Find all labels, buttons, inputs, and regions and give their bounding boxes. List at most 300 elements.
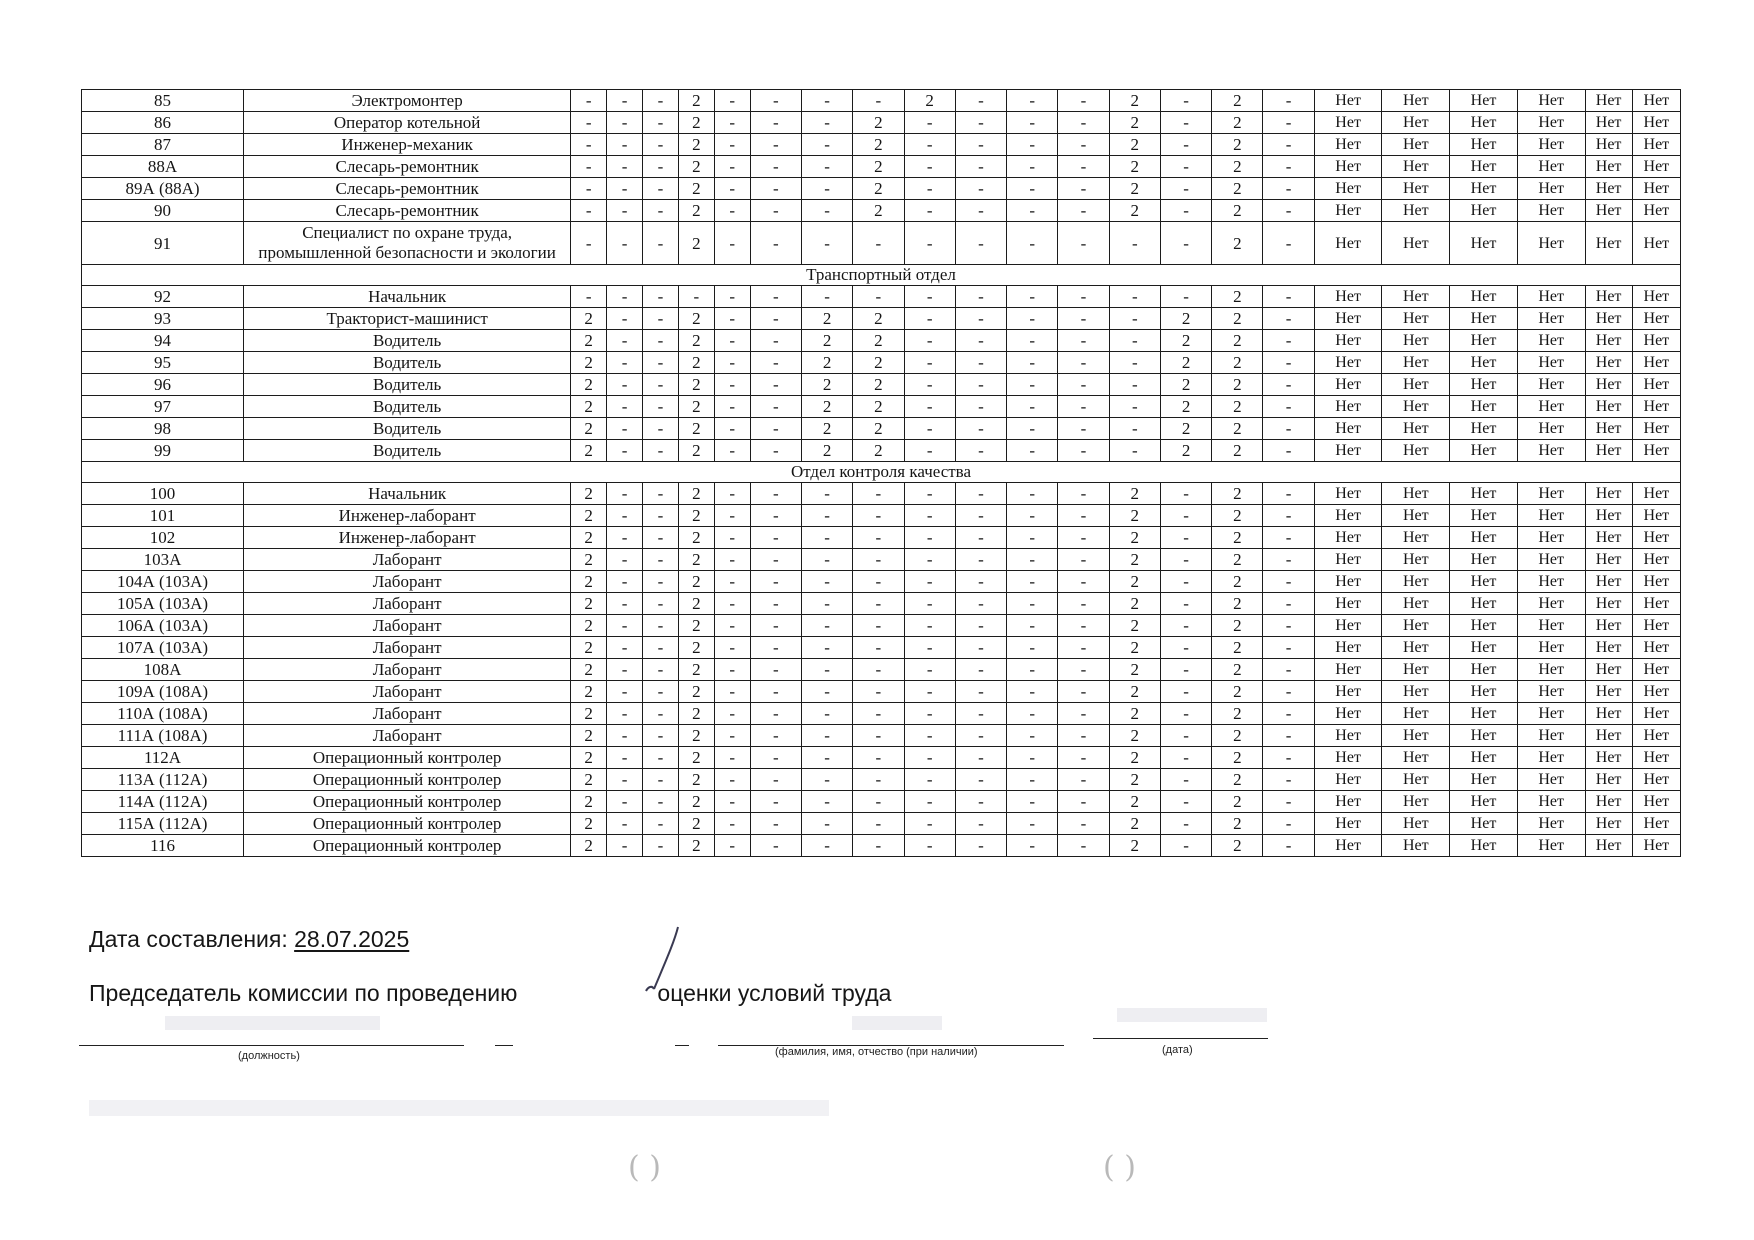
factor-cell: - [714,374,750,396]
factor-cell: 2 [678,549,714,571]
guarantee-cell: Нет [1517,396,1585,418]
factor-cell: 2 [1160,418,1211,440]
factor-cell: 2 [1212,308,1263,330]
factor-cell: - [1263,813,1314,835]
factor-cell: - [714,396,750,418]
factor-cell: - [714,659,750,681]
factor-cell: - [1058,374,1109,396]
row-number: 115А (112А) [82,813,244,835]
factor-cell: - [750,813,801,835]
guarantee-cell: Нет [1382,813,1450,835]
factor-cell: - [643,593,679,615]
table-row [82,330,1681,352]
factor-cell: 2 [1109,725,1160,747]
factor-cell: 2 [678,703,714,725]
row-number: 97 [82,396,244,418]
position-name: Лаборант [244,659,571,681]
group-quality [82,483,1681,857]
guarantee-cell: Нет [1517,222,1585,265]
guarantee-cell: Нет [1517,374,1585,396]
guarantee-cell: Нет [1632,330,1680,352]
factor-cell: - [904,374,955,396]
signature-stroke [640,925,690,995]
guarantee-cell: Нет [1517,200,1585,222]
factor-cell: - [1109,440,1160,462]
guarantee-cell: Нет [1314,112,1382,134]
group-transport [82,286,1681,462]
factor-cell: - [904,505,955,527]
factor-cell: - [643,178,679,200]
factor-cell: 2 [1212,725,1263,747]
factor-cell: - [1007,571,1058,593]
factor-cell: - [904,396,955,418]
factor-cell: 2 [1109,593,1160,615]
factor-cell: 2 [853,178,904,200]
factor-cell: - [750,200,801,222]
guarantee-cell: Нет [1517,505,1585,527]
factor-cell: 2 [1212,593,1263,615]
factor-cell: - [801,725,852,747]
factor-cell: - [714,330,750,352]
factor-cell: - [1007,791,1058,813]
guarantee-cell: Нет [1632,549,1680,571]
factor-cell: - [1263,330,1314,352]
guarantee-cell: Нет [1585,703,1632,725]
factor-cell: - [1109,222,1160,265]
factor-cell: - [853,659,904,681]
guarantee-cell: Нет [1632,571,1680,593]
factor-cell: 2 [678,396,714,418]
table-row [82,791,1681,813]
factor-cell: 2 [678,308,714,330]
factor-cell: 2 [1160,374,1211,396]
guarantee-cell: Нет [1450,725,1518,747]
guarantee-cell: Нет [1632,200,1680,222]
factor-cell: - [1058,222,1109,265]
guarantee-cell: Нет [1517,352,1585,374]
factor-cell: - [571,90,607,112]
factor-cell: - [1109,352,1160,374]
guarantee-cell: Нет [1314,835,1382,857]
factor-cell: - [1007,374,1058,396]
factor-cell: - [1109,374,1160,396]
factor-cell: - [1160,549,1211,571]
factor-cell: - [853,703,904,725]
factor-cell: 2 [678,483,714,505]
factor-cell: 2 [678,813,714,835]
factor-cell: - [904,637,955,659]
factor-cell: - [955,178,1006,200]
row-number: 87 [82,134,244,156]
guarantee-cell: Нет [1450,308,1518,330]
factor-cell: - [607,156,643,178]
factor-cell: - [1058,747,1109,769]
factor-cell: - [607,440,643,462]
guarantee-cell: Нет [1585,418,1632,440]
row-number: 94 [82,330,244,352]
guarantee-cell: Нет [1632,286,1680,308]
factor-cell: - [801,813,852,835]
guarantee-cell: Нет [1517,418,1585,440]
factor-cell: - [1058,791,1109,813]
guarantee-cell: Нет [1450,747,1518,769]
factor-cell: - [1058,440,1109,462]
factor-cell: - [1109,308,1160,330]
factor-cell: - [750,637,801,659]
factor-cell: - [643,440,679,462]
factor-cell: 2 [1212,681,1263,703]
guarantee-cell: Нет [1382,440,1450,462]
factor-cell: - [1007,747,1058,769]
factor-cell: - [1058,112,1109,134]
factor-cell: - [1058,505,1109,527]
row-number: 101 [82,505,244,527]
factor-cell: - [750,308,801,330]
factor-cell: - [1263,352,1314,374]
factor-cell: - [853,286,904,308]
guarantee-cell: Нет [1450,112,1518,134]
factor-cell: 2 [678,156,714,178]
factor-cell: - [1263,374,1314,396]
guarantee-cell: Нет [1585,769,1632,791]
row-number: 91 [82,222,244,265]
guarantee-cell: Нет [1314,549,1382,571]
factor-cell: 2 [1212,835,1263,857]
guarantee-cell: Нет [1314,681,1382,703]
factor-cell: - [853,571,904,593]
table-row [82,593,1681,615]
guarantee-cell: Нет [1450,769,1518,791]
factor-cell: 2 [571,308,607,330]
guarantee-cell: Нет [1314,178,1382,200]
factor-cell: 2 [1212,791,1263,813]
guarantee-cell: Нет [1585,571,1632,593]
factor-cell: - [1058,178,1109,200]
factor-cell: - [904,222,955,265]
factor-cell: 2 [1160,396,1211,418]
factor-cell: - [955,352,1006,374]
factor-cell: 2 [1109,791,1160,813]
factor-cell: - [955,659,1006,681]
factor-cell: - [955,725,1006,747]
caption-date: (дата) [1162,1044,1193,1056]
factor-cell: 2 [1212,703,1263,725]
factor-cell: 2 [1212,330,1263,352]
factor-cell: 2 [678,571,714,593]
guarantee-cell: Нет [1450,527,1518,549]
guarantee-cell: Нет [1517,615,1585,637]
guarantee-cell: Нет [1382,112,1450,134]
guarantee-cell: Нет [1382,483,1450,505]
factor-cell: - [714,637,750,659]
factor-cell: 2 [801,374,852,396]
factor-cell: - [607,747,643,769]
table-row [82,90,1681,112]
factor-cell: 2 [571,483,607,505]
row-number: 105А (103А) [82,593,244,615]
factor-cell: - [607,178,643,200]
chair-label-1: Председатель комиссии по проведению [89,980,518,1006]
factor-cell: - [1160,222,1211,265]
guarantee-cell: Нет [1632,659,1680,681]
row-number: 95 [82,352,244,374]
factor-cell: - [955,90,1006,112]
row-number: 104А (103А) [82,571,244,593]
position-name: Слесарь-ремонтник [244,178,571,200]
factor-cell: 2 [1109,112,1160,134]
factor-cell: 2 [571,396,607,418]
factor-cell: - [607,593,643,615]
guarantee-cell: Нет [1382,396,1450,418]
factor-cell: - [955,222,1006,265]
position-name: Электромонтер [244,90,571,112]
guarantee-cell: Нет [1517,791,1585,813]
table-row [82,703,1681,725]
factor-cell: 2 [678,615,714,637]
guarantee-cell: Нет [1382,791,1450,813]
guarantee-cell: Нет [1585,747,1632,769]
faded-note [89,1100,829,1116]
position-name: Специалист по охране труда, промышленной безопасности и экологии [244,222,571,265]
position-name: Лаборант [244,703,571,725]
position-name: Начальник [244,483,571,505]
guarantee-cell: Нет [1517,659,1585,681]
factor-cell: - [1263,90,1314,112]
factor-cell: - [607,769,643,791]
guarantee-cell: Нет [1632,813,1680,835]
factor-cell: 2 [571,571,607,593]
factor-cell: - [1160,813,1211,835]
factor-cell: 2 [1109,769,1160,791]
factor-cell: - [955,505,1006,527]
table-row [82,178,1681,200]
guarantee-cell: Нет [1585,615,1632,637]
row-number: 99 [82,440,244,462]
factor-cell: 2 [1212,418,1263,440]
guarantee-cell: Нет [1450,90,1518,112]
factor-cell: - [801,835,852,857]
factor-cell: - [1007,352,1058,374]
guarantee-cell: Нет [1314,308,1382,330]
guarantee-cell: Нет [1632,352,1680,374]
factor-cell: - [1160,835,1211,857]
row-number: 85 [82,90,244,112]
guarantee-cell: Нет [1632,769,1680,791]
factor-cell: - [955,549,1006,571]
factor-cell: - [1160,593,1211,615]
factor-cell: - [1058,527,1109,549]
guarantee-cell: Нет [1314,505,1382,527]
factor-cell: - [801,200,852,222]
factor-cell: - [607,222,643,265]
factor-cell: - [1263,769,1314,791]
factor-cell: - [1007,527,1058,549]
factor-cell: 2 [1212,637,1263,659]
table-row [82,200,1681,222]
guarantee-cell: Нет [1450,637,1518,659]
factor-cell: 2 [853,134,904,156]
guarantee-cell: Нет [1450,286,1518,308]
guarantee-cell: Нет [1314,200,1382,222]
guarantee-cell: Нет [1314,330,1382,352]
factor-cell: - [1007,286,1058,308]
factor-cell: - [1160,769,1211,791]
table-row [82,769,1681,791]
guarantee-cell: Нет [1585,112,1632,134]
factor-cell: 2 [1212,156,1263,178]
factor-cell: 2 [801,440,852,462]
factor-cell: 2 [801,418,852,440]
position-name: Лаборант [244,571,571,593]
guarantee-cell: Нет [1517,286,1585,308]
guarantee-cell: Нет [1585,527,1632,549]
factor-cell: - [1109,330,1160,352]
factor-cell: - [801,769,852,791]
factor-cell: - [955,835,1006,857]
factor-cell: 2 [1109,835,1160,857]
factor-cell: 2 [571,418,607,440]
factor-cell: - [643,156,679,178]
factor-cell: - [1160,112,1211,134]
table-row [82,549,1681,571]
caption-position: (должность) [238,1050,300,1062]
row-number: 102 [82,527,244,549]
factor-cell: - [1263,791,1314,813]
factor-cell: - [904,418,955,440]
factor-cell: 2 [1212,134,1263,156]
guarantee-cell: Нет [1632,615,1680,637]
factor-cell: - [750,725,801,747]
factor-cell: - [607,549,643,571]
factor-cell: - [1058,396,1109,418]
factor-cell: - [1263,418,1314,440]
factor-cell: - [1160,637,1211,659]
guarantee-cell: Нет [1382,703,1450,725]
guarantee-cell: Нет [1382,615,1450,637]
factor-cell: - [1007,835,1058,857]
factor-cell: - [955,769,1006,791]
factor-cell: - [1007,659,1058,681]
factor-cell: - [1263,222,1314,265]
guarantee-cell: Нет [1382,593,1450,615]
factor-cell: - [801,571,852,593]
guarantee-cell: Нет [1632,703,1680,725]
date-sign-line [1093,1038,1268,1039]
guarantee-cell: Нет [1382,418,1450,440]
factor-cell: - [643,200,679,222]
factor-cell: - [750,330,801,352]
factor-cell: - [955,813,1006,835]
guarantee-cell: Нет [1314,769,1382,791]
guarantee-cell: Нет [1585,593,1632,615]
factor-cell: - [643,813,679,835]
guarantee-cell: Нет [1450,703,1518,725]
guarantee-cell: Нет [1517,703,1585,725]
factor-cell: - [1263,703,1314,725]
factor-cell: 2 [678,352,714,374]
factor-cell: 2 [853,352,904,374]
factor-cell: - [955,330,1006,352]
guarantee-cell: Нет [1517,835,1585,857]
position-name: Операционный контролер [244,791,571,813]
factor-cell: - [607,90,643,112]
factor-cell: 2 [1109,527,1160,549]
guarantee-cell: Нет [1450,418,1518,440]
factor-cell: 2 [678,747,714,769]
factor-cell: - [955,134,1006,156]
guarantee-cell: Нет [1382,178,1450,200]
factor-cell: 2 [678,222,714,265]
position-name: Операционный контролер [244,835,571,857]
factor-cell: 2 [571,813,607,835]
factor-cell: - [1160,527,1211,549]
factor-cell: 2 [1212,813,1263,835]
factor-cell: 2 [1212,90,1263,112]
position-name: Тракторист-машинист [244,308,571,330]
factor-cell: - [1007,813,1058,835]
guarantee-cell: Нет [1632,90,1680,112]
factor-cell: - [1058,483,1109,505]
guarantee-cell: Нет [1585,791,1632,813]
factor-cell: - [904,835,955,857]
factor-cell: - [643,615,679,637]
factor-cell: - [714,308,750,330]
factor-cell: - [801,134,852,156]
date-label: Дата составления: [89,926,288,952]
factor-cell: - [904,178,955,200]
factor-cell: - [955,615,1006,637]
factor-cell: - [801,483,852,505]
row-number: 107А (103А) [82,637,244,659]
factor-cell: - [750,112,801,134]
factor-cell: - [1007,637,1058,659]
factor-cell: - [904,571,955,593]
factor-cell: - [801,615,852,637]
factor-cell: - [607,637,643,659]
factor-cell: - [643,527,679,549]
factor-cell: - [904,703,955,725]
factor-cell: 2 [571,703,607,725]
factor-cell: 2 [1212,527,1263,549]
guarantee-cell: Нет [1585,178,1632,200]
factor-cell: - [607,813,643,835]
factor-cell: - [1263,637,1314,659]
factor-cell: - [801,178,852,200]
faded-position-text [165,1016,380,1030]
factor-cell: - [750,505,801,527]
factor-cell: 2 [1109,549,1160,571]
factor-cell: - [571,286,607,308]
factor-cell: - [1007,681,1058,703]
factor-cell: - [571,200,607,222]
factor-cell: - [1058,308,1109,330]
factor-cell: 2 [801,330,852,352]
factor-cell: 2 [1212,440,1263,462]
factor-cell: 2 [571,835,607,857]
factor-cell: - [714,178,750,200]
factor-cell: 2 [571,505,607,527]
factor-cell: - [714,222,750,265]
factor-cell: - [904,330,955,352]
row-number: 106А (103А) [82,615,244,637]
guarantee-cell: Нет [1450,156,1518,178]
factor-cell: - [1160,200,1211,222]
guarantee-cell: Нет [1632,747,1680,769]
factor-cell: - [1007,418,1058,440]
position-name: Оператор котельной [244,112,571,134]
factor-cell: - [678,286,714,308]
factor-cell: - [853,222,904,265]
